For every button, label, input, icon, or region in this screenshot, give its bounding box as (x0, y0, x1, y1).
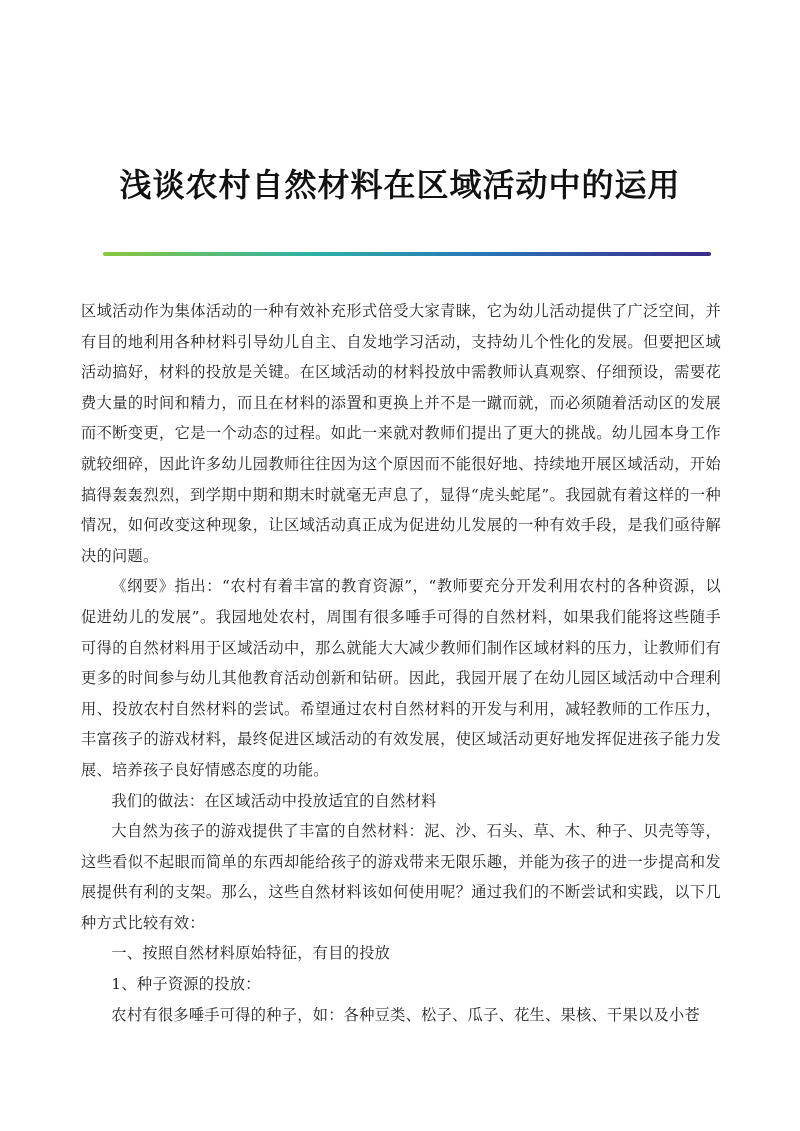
paragraph-seeds: 农村有很多唾手可得的种子，如：各种豆类、松子、瓜子、花生、果核、干果以及小苍 (111, 1005, 700, 1024)
title-divider (103, 252, 711, 256)
document-title: 浅谈农村自然材料在区域活动中的运用 (119, 166, 681, 204)
paragraph-guideline: 《纲要》指出：“农村有着丰富的教育资源”，“教师要充分开发利用农村的各种资源，以促进幼儿的发展”。我园地处农村，周围有很多唾手可得的自然材料，如果我们能将这些随手可得的自然材料用于区域活动中，那么就能大大减少教师们制作区域材料的压力，让教师们有更多的时间参与幼儿其他教育活动创新和钻研。因此，我园开展了在幼儿园区域活动中合理利用、投放农村自然材料的尝试。希望通过农村自然材料的开发与利用，减轻教师的工作压力，丰富孩子的游戏材料，最终促进区域活动的有效发展，使区域活动更好地发挥促进孩子能力发展、培养孩子良好情感态度的功能。 (81, 577, 721, 779)
section-heading-1: 一、按照自然材料原始特征，有目的投放 (111, 944, 391, 963)
subsection-heading-1: 1、种子资源的投放： (111, 975, 261, 994)
paragraph-intro: 区域活动作为集体活动的一种有效补充形式倍受大家青睐，它为幼儿活动提供了广泛空间，并有目的地利用各种材料引导幼儿自主、自发地学习活动，支持幼儿个性化的发展。但要把区域活动搞好，材料的投放是关键。在区域活动的材料投放中需教师认真观察、仔细预设，需要花费大量的时间和精力，而且在材料的添置和更换上并不是一蹴而就，而必须随着活动区的发展而不断变更，它是一个动态的过程。如此一来就对教师们提出了更大的挑战。幼儿园本身工作就较细碎，因此许多幼儿园教师往往因为这个原因而不能很好地、持续地开展区域活动，开始搞得轰轰烈烈，到学期中期和期末时就毫无声息了，显得“虎头蛇尾”。我园就有着这样的一种情况，如何改变这种现象，让区域活动真正成为促进幼儿发展的一种有效手段，是我们亟待解决的问题。 (81, 302, 721, 565)
document-body (81, 296, 721, 1030)
paragraph-approach-heading: 我们的做法：在区域活动中投放适宜的自然材料 (111, 791, 437, 810)
paragraph-natural-materials: 大自然为孩子的游戏提供了丰富的自然材料：泥、沙、石头、草、木、种子、贝壳等等，这些看似不起眼而简单的东西却能给孩子的游戏带来无限乐趣，并能为孩子的进一步提高和发展提供有利的支架。那么，这些自然材料该如何使用呢？通过我们的不断尝试和实践，以下几种方式比较有效： (81, 822, 721, 932)
